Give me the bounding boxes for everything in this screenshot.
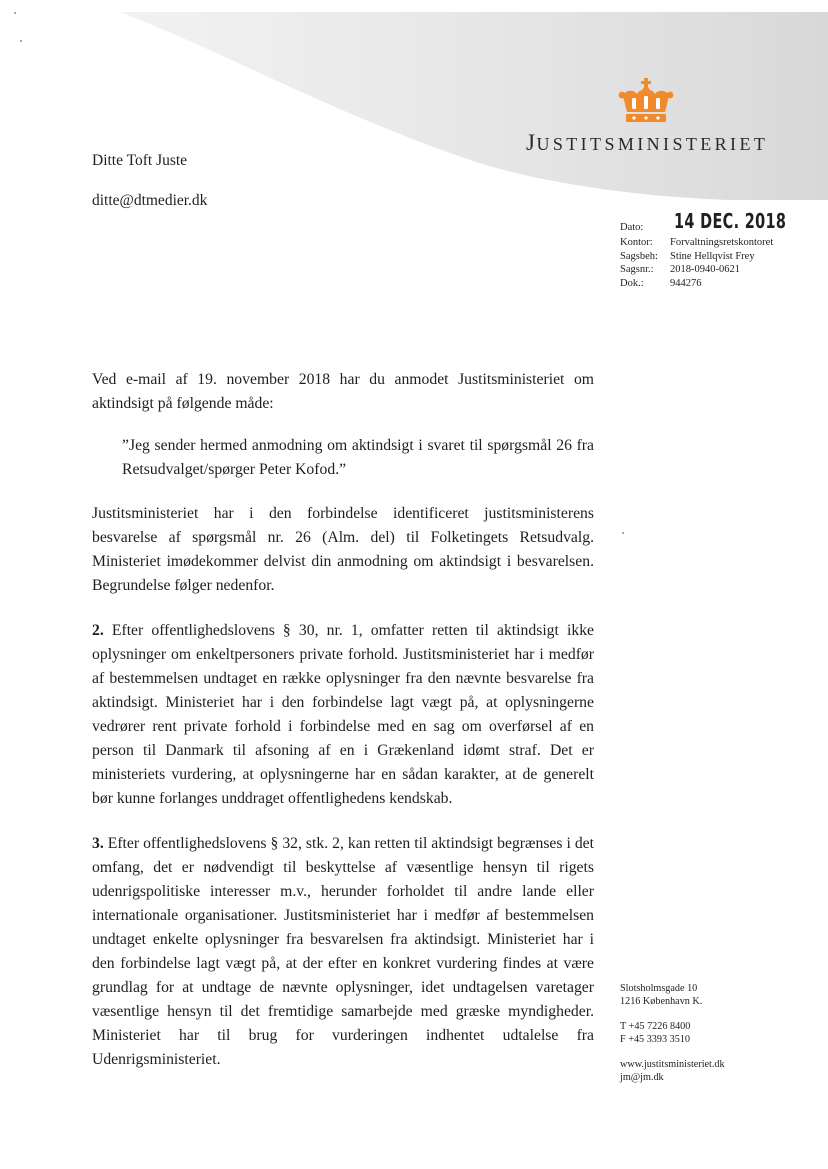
email-link[interactable]: jm@jm.dk — [620, 1072, 664, 1084]
meta-value: 2018-0940-0621 — [670, 264, 740, 276]
ministry-wordmark — [526, 130, 768, 156]
scan-speck — [20, 40, 22, 42]
recipient-name: Ditte Toft Juste — [92, 152, 188, 169]
intro-paragraph: Ved e-mail af 19. november 2018 har du anmodet Justitsministeriet om aktindsigt på følgende måde: — [92, 371, 594, 412]
meta-value: Forvaltningsretskontoret — [670, 237, 774, 248]
address-street: Slotsholmsgade 10 — [620, 983, 698, 994]
meta-row-document — [620, 277, 826, 291]
section-3-paragraph — [92, 832, 594, 1072]
quoted-request: ”Jeg sender hermed anmodning om aktindsigt i svaret til spørgsmål 26 fra Retsudvalget/spørger Peter Kofod.” — [122, 437, 594, 478]
date-stamp: 14 DEC. 2018 — [674, 209, 787, 233]
section-3-number: 3. — [92, 835, 104, 852]
meta-value: 944276 — [670, 277, 702, 289]
section-3-text: Efter offentlighedslovens § 32, stk. 2, kan retten til aktindsigt begrænses i det omfang, det er nødvendigt til beskyttelse af væsentlige hensyn til rigets udenrigspolitiske interesser m.v., herunder forholdet til andre lande eller internationale organisationer. Justitsministeriet har i medfør af bestemmelsen undtaget enkelte oplysninger fra besvarelsen fra aktindsigt. Ministeriet har i den forbindelse lagt vægt på, at der efter en konkret vurdering findes at være grundlag for at undtage de nævnte oplysninger, idet undtagelsen varetager væsentlige hensyn til det fremtidige samarbejde med græske myndigheder. Ministeriet har til brug for vurderingen indhentet udtalelse fra Udenrigsministeriet. — [92, 835, 594, 1068]
crown-logo-icon — [617, 78, 675, 124]
phone-number: T +45 7226 8400 — [620, 1020, 691, 1032]
meta-label: Dato: — [620, 222, 644, 233]
header-swoosh — [0, 0, 828, 200]
meta-label: Kontor: — [620, 237, 653, 248]
ministry-wordmark-mid: USTITS — [536, 134, 618, 154]
ministry-contact — [620, 982, 725, 1084]
section-2-text: Efter offentlighedslovens § 30, nr. 1, omfatter retten til aktindsigt ikke oplysninger om enkeltpersoners private forhold. Justitsministeriet har i medfør af bestemmelsen undtaget en række oplysninger fra den nævnte besvarelse fra aktindsigt. Ministeriet har i den forbindelse lagt vægt på, at oplysningerne vedrører rent private forhold i forbindelse med en sag om overførsel af en person til Danmark til afsoning af en i Grækenland idømt straf. Det er ministeriets vurdering, at oplysningerne har en sådan karakter, at de generelt bør kunne forlanges unddraget offentlighedens kendskab. — [92, 622, 595, 807]
section-2-paragraph — [92, 619, 594, 811]
meta-label: Dok.: — [620, 277, 644, 289]
fax-number: F +45 3393 3510 — [620, 1034, 690, 1046]
letter-body — [92, 368, 594, 1072]
recipient-email: ditte@dtmedier.dk — [92, 192, 208, 209]
scan-speck — [14, 12, 16, 14]
section-2-number: 2. — [92, 622, 104, 639]
meta-row-office — [620, 236, 826, 250]
ministry-wordmark-initial: J — [526, 130, 537, 155]
meta-label: Sagsnr.: — [620, 264, 654, 276]
ministry-wordmark-rest: MINISTERIET — [617, 134, 769, 154]
scan-speck — [622, 532, 624, 534]
website-link[interactable]: www.justitsministeriet.dk — [620, 1058, 725, 1070]
meta-value: Stine Hellqvist Frey — [670, 250, 755, 262]
identification-paragraph: Justitsministeriet har i den forbindelse identificeret justitsministerens besvarelse af spørgsmål nr. 26 (Alm. del) til Folketingets Retsudvalg. Ministeriet imødekommer delvist din anmodning om aktindsigt i besvarelsen. Begrundelse følger nedenfor. — [92, 505, 594, 594]
document-meta — [620, 209, 826, 290]
meta-row-case-number — [620, 263, 826, 277]
meta-label: Sagsbeh: — [620, 250, 658, 262]
meta-row-date — [620, 209, 826, 236]
address-city: 1216 København K. — [620, 996, 703, 1008]
meta-row-caseworker — [620, 250, 826, 264]
